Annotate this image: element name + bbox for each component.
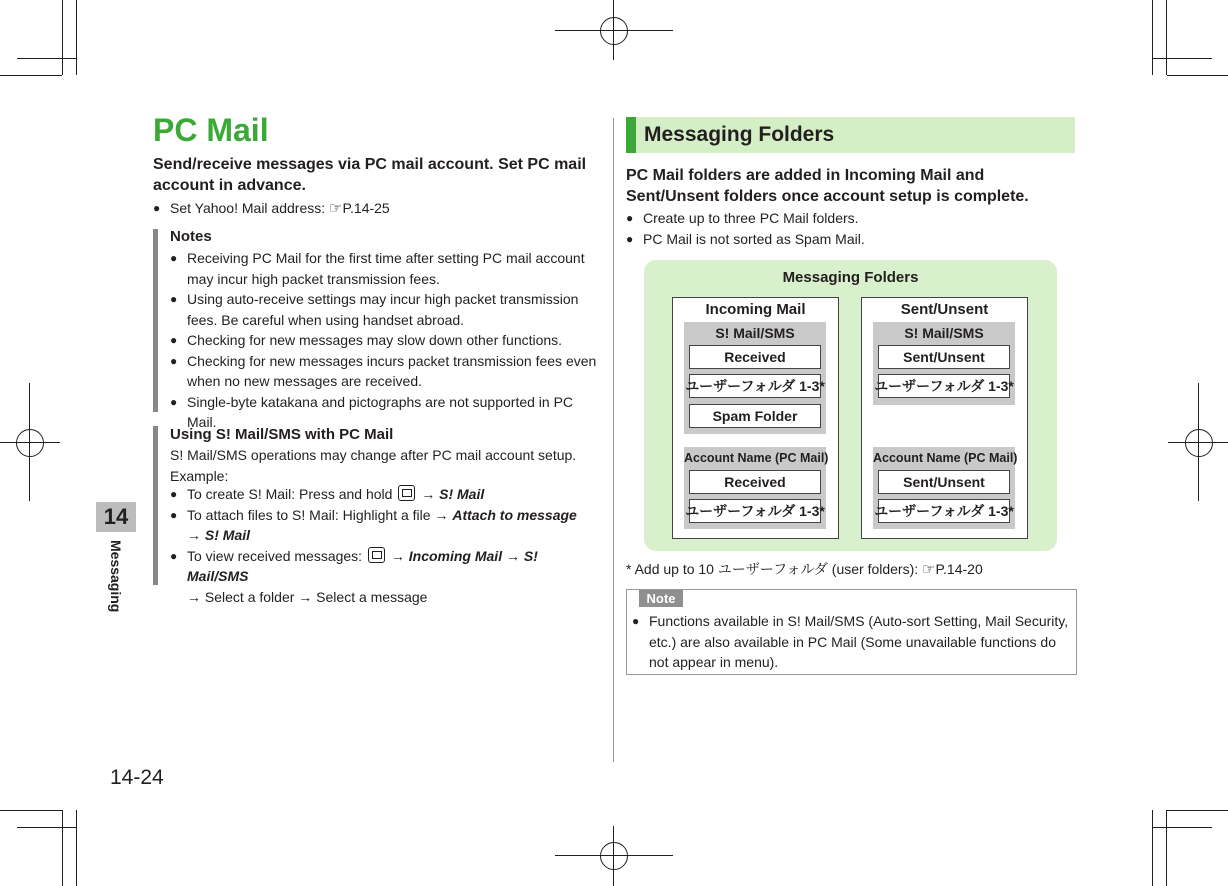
note-item: ● Checking for new messages may slow down other functions. — [170, 330, 598, 351]
messaging-folders-lead: PC Mail folders are added in Incoming Mail and Sent/Unsent folders once account setup is complete. — [626, 167, 1029, 205]
note-item: ● Checking for new messages incurs packet transmission fees even when no new messages are received. — [170, 351, 598, 392]
sms-section-intro — [170, 445, 598, 486]
note-item: ● Functions available in S! Mail/SMS (Auto-sort Setting, Mail Security, etc.) are also available in PC Mail (Some unavailable functions do not appear in menu). — [632, 611, 1070, 673]
note-item: ● Receiving PC Mail for the first time after setting PC mail account may incur high packet transmission fees. — [170, 248, 598, 289]
note-list — [632, 611, 1070, 673]
header-accent-bar — [626, 117, 636, 153]
sms-example-label: Example: — [170, 467, 229, 484]
sms-section-heading: Using S! Mail/SMS with PC Mail — [170, 426, 394, 443]
sent-sms-group — [873, 322, 1015, 405]
sent-pc-group — [873, 447, 1018, 529]
pc-user-folder[interactable]: ユーザーフォルダ 1-3* — [689, 499, 821, 523]
notes-list — [170, 248, 598, 433]
pc-group-label: Account Name (PC Mail) — [684, 451, 829, 465]
chapter-number-tab: 14 — [96, 502, 136, 532]
page-ref-icon: ☞ — [922, 561, 936, 578]
pc-sent-unsent-folder[interactable]: Sent/Unsent — [878, 470, 1010, 494]
folder-bullet: ● Create up to three PC Mail folders. — [626, 208, 1075, 229]
pc-mail-lead: Send/receive messages via PC mail account. Set PC mail account in advance. — [153, 156, 587, 194]
sms-item-create: ● To create S! Mail: Press and hold → S! Mail — [170, 484, 598, 505]
notes-bar — [153, 229, 158, 412]
pc-user-folder[interactable]: ユーザーフォルダ 1-3* — [878, 499, 1010, 523]
incoming-pc-group — [684, 447, 829, 529]
note-item: ● Using auto-receive settings may incur high packet transmission fees. Be careful when using handset abroad. — [170, 289, 598, 330]
folder-bullet: ● PC Mail is not sorted as Spam Mail. — [626, 229, 1075, 250]
footnote-ref[interactable]: P.14-20 — [935, 561, 983, 577]
sms-item-view: ● To view received messages: → Incoming Mail → S! Mail/SMS → Select a folder → Select a message — [170, 546, 598, 608]
page-number: 14-24 — [110, 766, 164, 789]
pc-mail-title: PC Mail — [153, 112, 269, 148]
mail-key-icon — [398, 485, 415, 501]
setup-ref[interactable]: P.14-25 — [342, 200, 390, 216]
sms-intro-line: S! Mail/SMS operations may change after PC mail account setup. — [170, 447, 577, 463]
mail-key-icon — [368, 547, 385, 563]
sent-unsent-panel — [861, 297, 1028, 539]
sent-unsent-title: Sent/Unsent — [900, 301, 989, 318]
sms-section-bar — [153, 426, 158, 585]
sms-group-label: S! Mail/SMS — [904, 325, 984, 341]
diagram-title: Messaging Folders — [782, 269, 919, 286]
diagram-footnote: * Add up to 10 ユーザーフォルダ (user folders): ☞P.14-20 — [626, 561, 983, 578]
note-tag: Note — [639, 590, 683, 607]
pc-group-label: Account Name (PC Mail) — [873, 451, 1018, 465]
incoming-mail-panel — [672, 297, 839, 539]
notes-heading: Notes — [170, 228, 212, 245]
page-ref-icon: ☞ — [329, 200, 343, 217]
setup-item: ● Set Yahoo! Mail address: ☞P.14-25 — [153, 198, 593, 220]
pc-mail-setup-list — [153, 198, 593, 220]
spam-folder[interactable]: Spam Folder — [689, 404, 821, 428]
pc-received-folder[interactable]: Received — [689, 470, 821, 494]
incoming-mail-title: Incoming Mail — [705, 301, 806, 318]
messaging-folders-title: Messaging Folders — [644, 123, 835, 146]
column-divider — [613, 118, 614, 762]
sms-group-label: S! Mail/SMS — [715, 325, 795, 341]
incoming-sms-group — [684, 322, 826, 434]
user-folder[interactable]: ユーザーフォルダ 1-3* — [878, 374, 1010, 398]
chapter-label: Messaging — [108, 540, 124, 613]
sent-unsent-folder[interactable]: Sent/Unsent — [878, 345, 1010, 369]
messaging-folders-list — [626, 208, 1075, 249]
note-item: ● Single-byte katakana and pictographs are not supported in PC Mail. — [170, 392, 598, 433]
sms-item-attach: ● To attach files to S! Mail: Highlight a file → Attach to message → S! Mail — [170, 505, 598, 546]
received-folder[interactable]: Received — [689, 345, 821, 369]
user-folder[interactable]: ユーザーフォルダ 1-3* — [689, 374, 821, 398]
sms-section-list — [170, 484, 598, 607]
folders-diagram — [644, 260, 1057, 551]
